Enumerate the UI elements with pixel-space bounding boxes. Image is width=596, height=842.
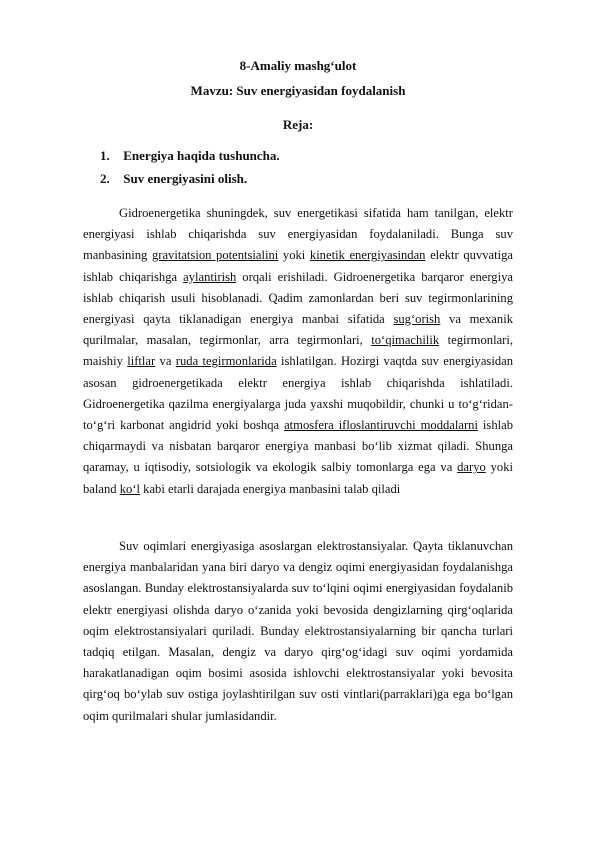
- plan-item-number: 1.: [100, 148, 110, 163]
- text-segment: ishlatilgan. Hozirgi vaqtda suv energiyasidan asosan gidroenergetikada elektr energiya ishlab chiqarishda ishlatiladi. Gidroenergetika qazilma energiyalarga juda yaxshi muqobildir, chunki u to‘g‘ridan-to‘g‘ri karbonat angidrid yoki boshqa: [83, 354, 513, 433]
- link-lifts[interactable]: liftlar: [127, 354, 156, 369]
- link-river[interactable]: daryo: [457, 460, 486, 475]
- link-ore-mills[interactable]: ruda tegirmonlarida: [175, 354, 277, 369]
- paragraph-hydropower: [83, 203, 513, 500]
- text-segment: yoki baland: [83, 460, 513, 496]
- text-segment: orqali erishiladi. Gidroenergetika barqaror energiya ishlab chiqarish usuli hisoblanadi. Qadim zamonlardan beri suv tegirmonlarining energiyasi qayta tiklanadigan energiya manbai sifatida: [83, 269, 513, 327]
- text-segment: elektr quvvatiga ishlab chiqarishga: [83, 248, 514, 284]
- plan-item-text: Energiya haqida tushuncha.: [123, 148, 280, 163]
- link-gravitational-potential[interactable]: gravitatsion potentsialini: [151, 248, 279, 263]
- text-segment: ishlab chiqarmaydi va nisbatan barqaror energiya manbasi bo‘lib xizmat qiladi. Shunga qaramay, u iqtisodiy, sotsiologik va ekologik salbiy tomonlarga ega va: [83, 418, 513, 475]
- link-kinetic-energy[interactable]: kinetik energiyasindan: [309, 248, 426, 263]
- text-segment: kabi etarli darajada energiya manbasini talab qiladi: [140, 481, 401, 496]
- link-conversion[interactable]: aylantirish: [183, 269, 237, 284]
- plan-item-number: 2.: [100, 171, 110, 186]
- text-segment: Gidroenergetika shuningdek, suv energetikasi sifatida ham tanilgan, elektr energiyasi ishlab chiqarishda suv energiyasidan foydalaniladi. Bunga suv manbasining: [83, 206, 513, 263]
- document-title: 8-Amaliy mashg‘ulot: [239, 58, 357, 73]
- link-atmospheric-pollutants[interactable]: atmosfera ifloslantiruvchi moddalarni: [284, 418, 478, 433]
- plan-item: [100, 148, 280, 164]
- text-segment: va: [155, 354, 176, 369]
- link-irrigation[interactable]: sug‘orish: [393, 312, 441, 327]
- document-topic: Mavzu: Suv energiyasidan foydalanish: [190, 83, 406, 98]
- link-textile[interactable]: to‘qimachilik: [371, 333, 440, 348]
- text-segment: tegirmonlari, maishiy: [83, 333, 514, 369]
- paragraph-current-power-stations: Suv oqimlari energiyasiga asoslargan elektrostansiyalar. Qayta tiklanuvchan energiya manbalaridan yana biri daryo va dengiz oqimi energiyasidan foydalanishga asoslangan. Bunday elektrostansiyalarda suv to‘lqini oqimi energiyasidan foydalanib elektr energiyasi olishda daryo o‘zanida yoki bevosida dengizlarning qirg‘oqlarida oqim elektrostansiyalari quriladi. Bunday elektrostansiyalarning bir qancha turlari tadqiq etilgan. Masalan, dengiz va daryo qirg‘og‘idagi suv oqimi yordamida harakatlanadigan oqim bosimi asosida ishlovchi elektrostansiyalar yoki bevosita qirg‘oq bo‘ylab suv ostiga joylashtirilgan suv osti vintlari(parraklari)ga ega bo‘lgan oqim qurilmalari shular jumlasidandir.: [83, 539, 513, 723]
- text-segment: yoki: [278, 248, 310, 263]
- plan-heading: Reja:: [282, 117, 314, 132]
- plan-item-text: Suv energiyasini olish.: [123, 171, 248, 186]
- link-lake[interactable]: ko‘l: [119, 481, 141, 496]
- text-segment: va mexanik qurilmalar, masalan, tegirmonlar, arra tegirmonlari,: [83, 312, 513, 348]
- plan-item: [100, 171, 247, 187]
